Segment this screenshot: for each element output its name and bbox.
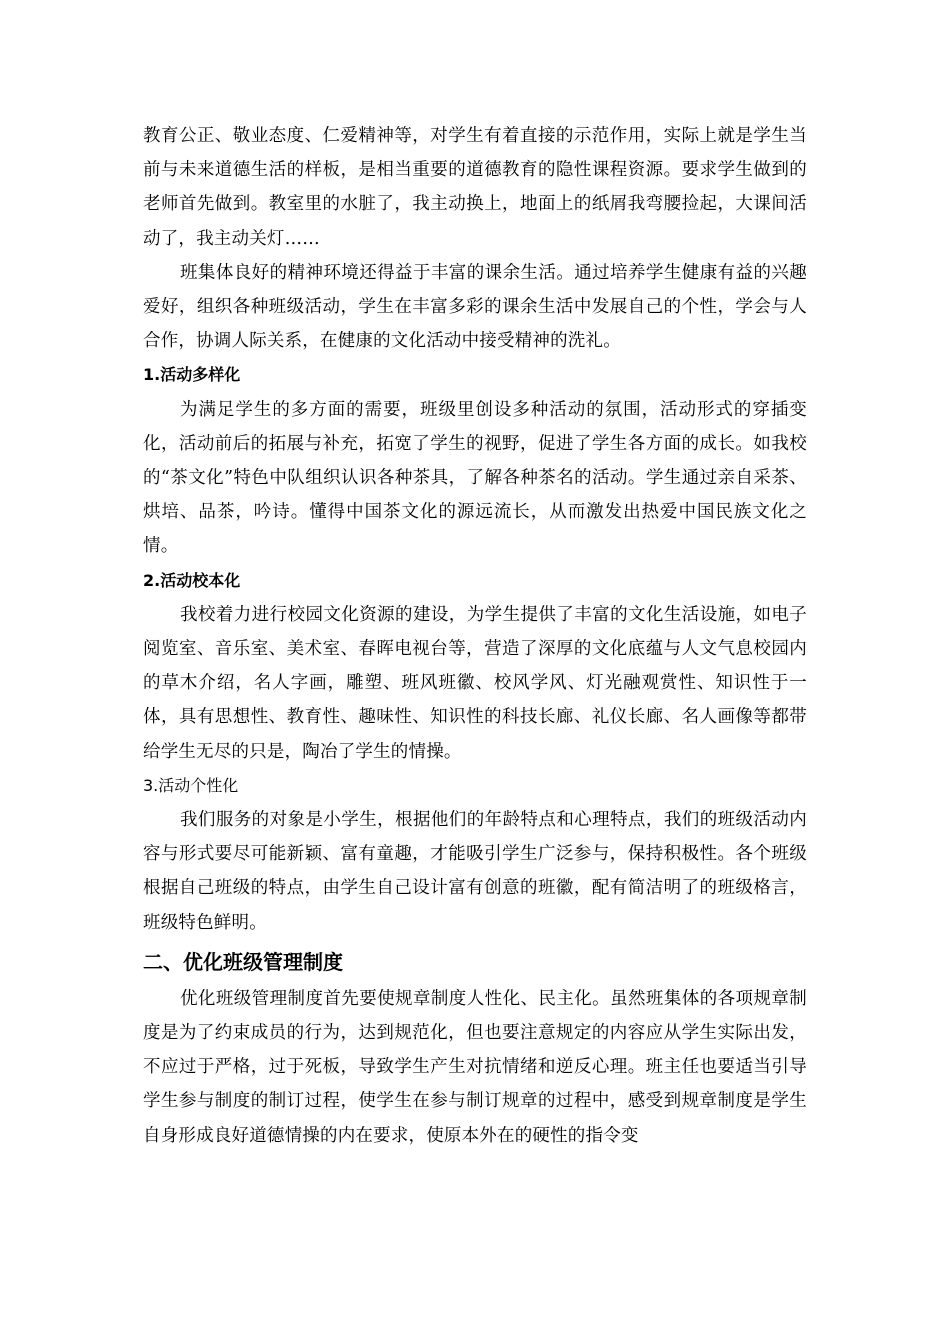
subheading-personalized-activities: 3.活动个性化 [143, 775, 239, 795]
section-title-class-management: 二、优化班级管理制度 [143, 949, 343, 974]
paragraph-school-based-activities: 我校着力进行校园文化资源的建设，为学生提供了丰富的文化生活设施，如电子阅览室、音乐室、美术室、春晖电视台等，营造了深厚的文化底蕴与人文气息校园内的草木介绍，名人字画，雕塑、班风班徽、校风学风、灯光融观赏性、知识性于一体，具有思想性、教育性、趣味性、知识性的科技长廊、礼仪长廊、名人画像等都带给学生无尽的只是，陶冶了学生的情操。 [143, 604, 807, 762]
document-page [143, 119, 807, 1153]
paragraph-teacher-example: 教育公正、敬业态度、仁爱精神等，对学生有着直接的示范作用，实际上就是学生当前与未来道德生活的样板，是相当重要的道德教育的隐性课程资源。要求学生做到的老师首先做到。教室里的水脏了，我主动换上，地面上的纸屑我弯腰捡起，大课间活动了，我主动关灯…… [143, 126, 807, 249]
paragraph-diverse-activities: 为满足学生的多方面的需要，班级里创设多种活动的氛围，活动形式的穿插变化，活动前后的拓展与补充，拓宽了学生的视野，促进了学生各方面的成长。如我校的“茶文化”特色中队组织认识各种茶具，了解各种茶名的活动。学生通过亲自采茶、烘培、品茶，吟诗。懂得中国茶文化的源远流长，从而激发出热爱中国民族文化之情。 [143, 399, 807, 557]
subheading-school-based-activities: 2.活动校本化 [143, 570, 241, 590]
paragraph-spiritual-environment: 班集体良好的精神环境还得益于丰富的课余生活。通过培养学生健康有益的兴趣爱好，组织各种班级活动，学生在丰富多彩的课余生活中发展自己的个性，学会与人合作，协调人际关系，在健康的文化活动中接受精神的洗礼。 [143, 262, 807, 352]
subheading-diverse-activities: 1.活动多样化 [143, 365, 241, 385]
paragraph-personalized-activities: 我们服务的对象是小学生，根据他们的年龄特点和心理特点，我们的班级活动内容与形式要尽可能新颖、富有童趣，才能吸引学生广泛参与，保持积极性。各个班级根据自己班级的特点，由学生自己设计富有创意的班徽，配有简洁明了的班级格言，班级特色鲜明。 [143, 810, 807, 933]
paragraph-class-management: 优化班级管理制度首先要使规章制度人性化、民主化。虽然班集体的各项规章制度是为了约束成员的行为，达到规范化，但也要注意规定的内容应从学生实际出发，不应过于严格，过于死板，导致学生产生对抗情绪和逆反心理。班主任也要适当引导学生参与制度的制订过程，使学生在参与制订规章的过程中，感受到规章制度是学生自身形成良好道德情操的内在要求，使原本外在的硬性的指令变 [143, 988, 807, 1146]
